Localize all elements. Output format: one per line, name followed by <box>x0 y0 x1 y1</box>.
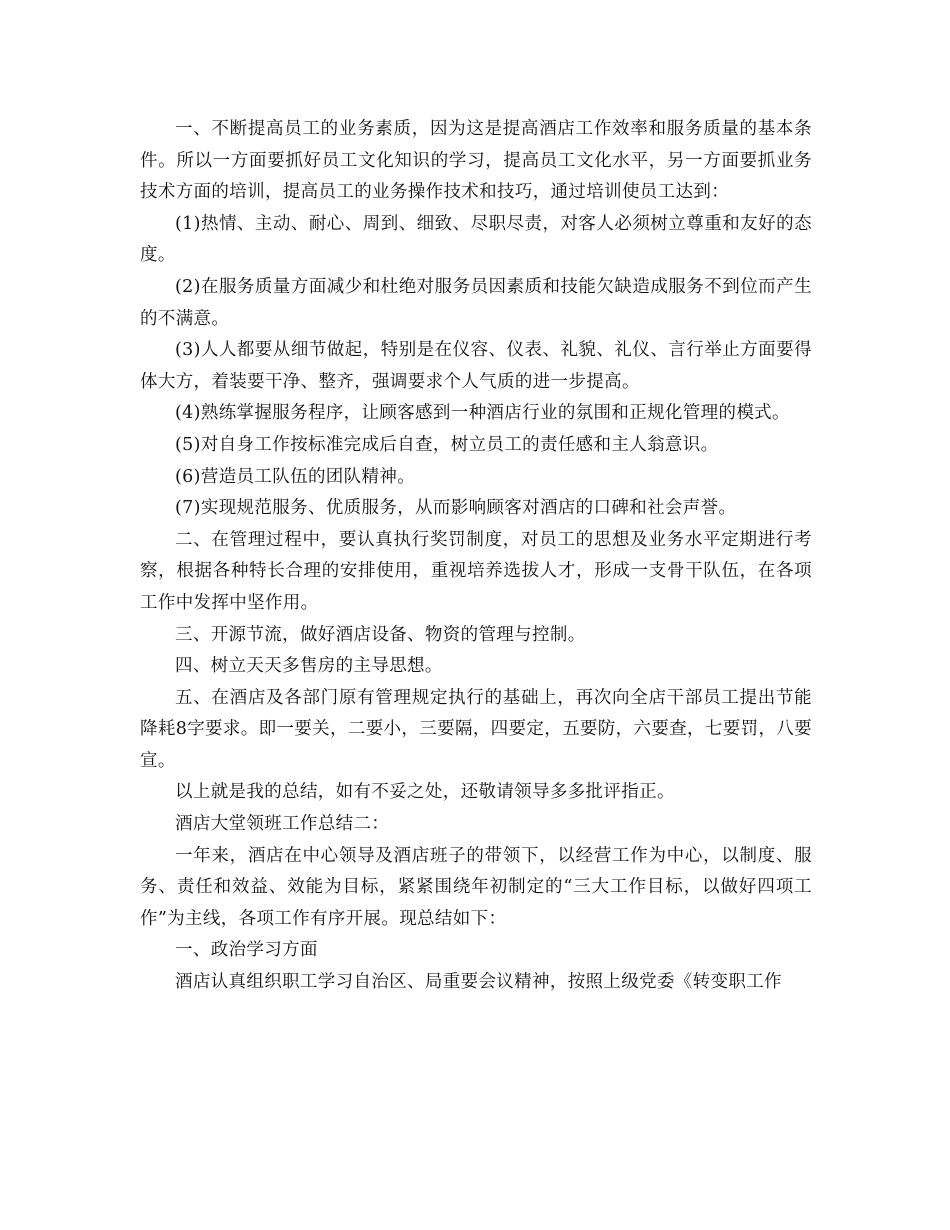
paragraph-section-five: 五、在酒店及各部门原有管理规定执行的基础上，再次向全店干部员工提出节能降耗8字要求。即一要关，二要小，三要隔，四要定，五要防，六要查，七要罚，八要宣。 <box>140 687 812 771</box>
paragraph-item-6: (6)营造员工队伍的团队精神。 <box>175 466 416 487</box>
paragraph-section-four: 四、树立天天多售房的主导思想。 <box>175 656 443 677</box>
paragraph-item-7: (7)实现规范服务、优质服务，从而影响顾客对酒店的口碑和社会声誉。 <box>175 498 737 519</box>
paragraph-item-4: (4)熟练掌握服务程序，让顾客感到一种酒店行业的氛围和正规化管理的模式。 <box>175 403 790 424</box>
paragraph-item-2: (2)在服务质量方面减少和杜绝对服务员因素质和技能欠缺造成服务不到位而产生的不满意。 <box>140 276 812 329</box>
paragraph-section-three: 三、开源节流，做好酒店设备、物资的管理与控制。 <box>175 624 586 645</box>
document-body <box>140 114 812 999</box>
paragraph-political-study-heading: 一、政治学习方面 <box>175 940 318 961</box>
paragraph-political-study: 酒店认真组织职工学习自治区、局重要会议精神，按照上级党委《转变职工作 <box>175 972 782 993</box>
paragraph-item-5: (5)对自身工作按标准完成后自查，树立员工的责任感和主人翁意识。 <box>175 434 719 455</box>
paragraph-item-1: (1)热情、主动、耐心、周到、细致、尽职尽责，对客人必须树立尊重和友好的态度。 <box>140 213 812 266</box>
paragraph-intro-quality: 一、不断提高员工的业务素质，因为这是提高酒店工作效率和服务质量的基本条件。所以一方面要抓好员工文化知识的学习，提高员工文化水平，另一方面要抓业务技术方面的培训，提高员工的业务操作技术和技巧，通过培训使员工达到： <box>140 119 812 203</box>
paragraph-year-summary: 一年来，酒店在中心领导及酒店班子的带领下，以经营工作为中心，以制度、服务、责任和效益、效能为目标，紧紧围绕年初制定的“三大工作目标，以做好四项工作”为主线，各项工作有序开展。现总结如下： <box>140 845 812 929</box>
paragraph-section-two: 二、在管理过程中，要认真执行奖罚制度，对员工的思想及业务水平定期进行考察，根据各种特长合理的安排使用，重视培养选拔人才，形成一支骨干队伍，在各项工作中发挥中坚作用。 <box>140 529 812 613</box>
paragraph-closing: 以上就是我的总结，如有不妥之处，还敬请领导多多批评指正。 <box>175 782 675 803</box>
paragraph-item-3: (3)人人都要从细节做起，特别是在仪容、仪表、礼貌、礼仪、言行举止方面要得体大方，着装要干净、整齐，强调要求个人气质的进一步提高。 <box>140 340 812 392</box>
paragraph-heading-part-two: 酒店大堂领班工作总结二： <box>175 814 390 835</box>
